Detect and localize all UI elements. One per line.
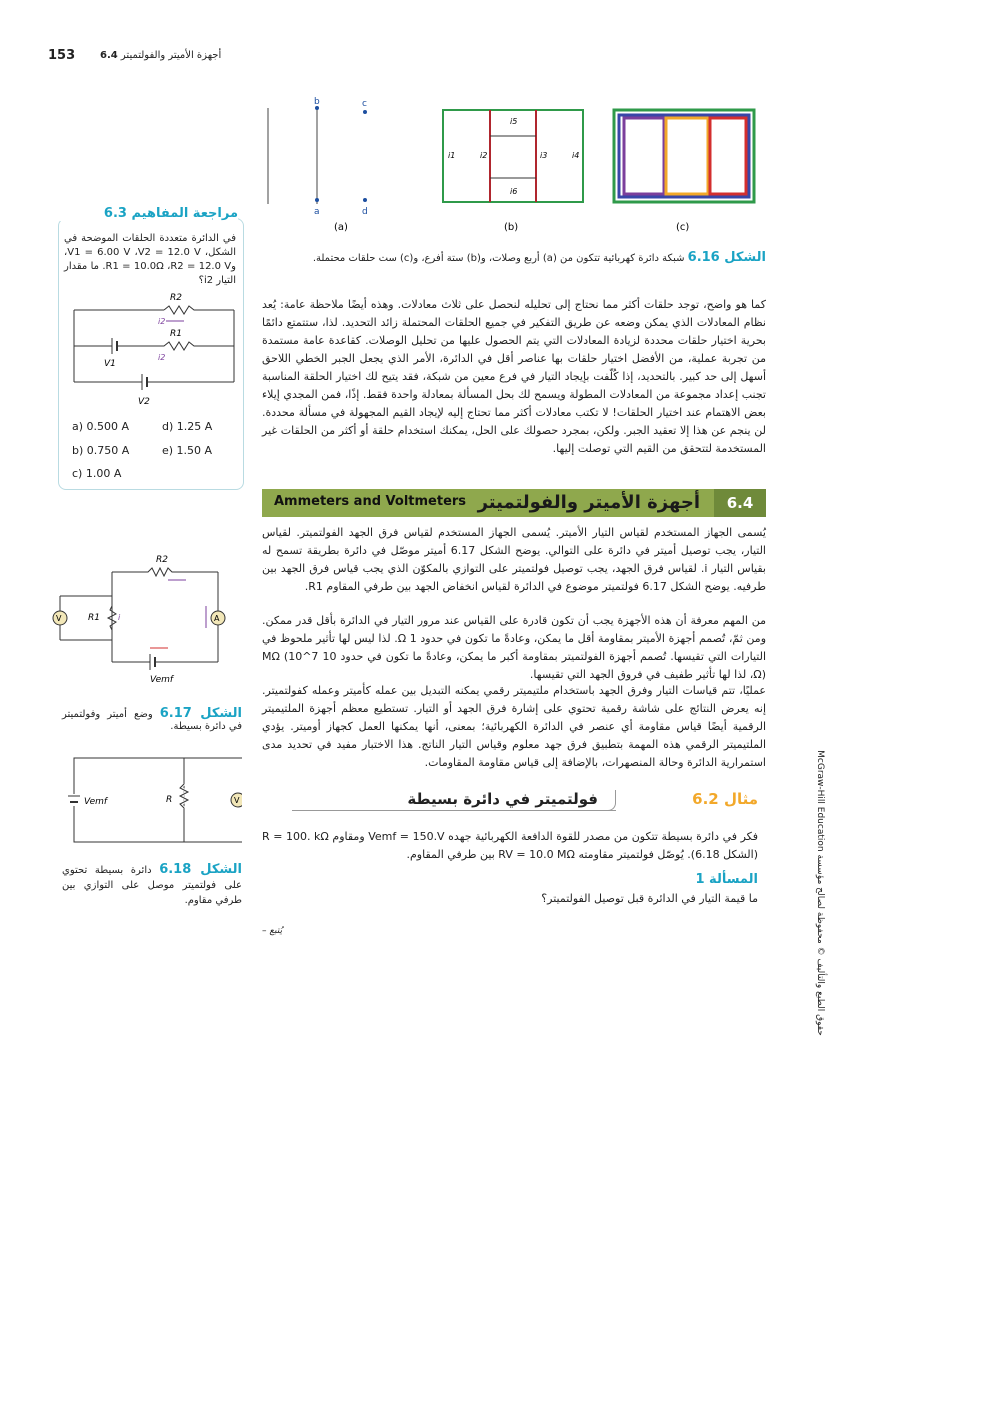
fig617-vemf-label: Vemf xyxy=(150,675,174,685)
figure-6-17-text: وضع أميتر وفولتميتر في دائرة بسيطة. xyxy=(62,709,242,732)
copyright-side-text: حقوق الطبع والتأليف © محفوظة لصالح مؤسسة McGraw-Hill Education xyxy=(815,750,825,1036)
fig617-a-label: A xyxy=(214,614,220,623)
body-paragraph-2: يُسمى الجهاز المستخدم لقياس التيار الأميتر. يُسمى الجهاز المستخدم لقياس فرق الجهد الفولتميتر. لقياس التيار، يجب توصيل أميتر في دائرة على التوالي. يوضح الشكل 6.17 أميتر موصّل في دائرة بطريقة تسمح له بقياس التيار i. لقياس فرق الجهد، يجب توصيل فولتميتر على التوازي بالمكوّن الذي يجب قياس فرق الجهد بين طرفيه. يوضح الشكل 6.17 فولتميتر موضوع في الدائرة لقياس انخفاض الجهد بين طرفي المقاوم R1. xyxy=(262,526,766,593)
label-r1: R1 xyxy=(170,329,182,339)
node-c-label: c xyxy=(362,99,367,109)
fig617-r1-label: R1 xyxy=(88,613,100,623)
fig617-v-label: V xyxy=(56,614,62,623)
i5-label: i5 xyxy=(510,117,518,126)
page-number: 153 xyxy=(48,48,76,63)
figure-6-16-caption xyxy=(262,250,766,265)
running-header xyxy=(100,50,221,61)
concept-review-title: مراجعة المفاهيم 6.3 xyxy=(60,206,238,221)
figure-6-16-label: الشكل 6.16 xyxy=(687,250,766,265)
example-rule-corner xyxy=(607,790,616,811)
label-i2-mid: i2 xyxy=(158,353,166,362)
problem-label: المسألة 1 xyxy=(695,872,758,887)
loop-c-orange xyxy=(666,118,708,194)
loop-c-red xyxy=(710,118,746,194)
node-a-dot xyxy=(315,198,319,202)
i4-label: i4 xyxy=(572,151,580,160)
body-paragraph-3: من المهم معرفة أن هذه الأجهزة يجب أن تكون قادرة على القياس عند مرور التيار في الدائرة بأقل قدر ممكن. ومن ثمّ، تُصمم أجهزة الأميتر بمقاومة أقل ما يمكن، وعادةً ما تكون في حدود 1 Ω. لذا ليس لها تأثير ملحوظ في التيارات التي تقيسها. تُصمم أجهزة الفولتميتر بمقاومة أكبر ما يمكن، وعادةً ما تكون في حدود 10 MΩ (10^7 Ω)، لذا لها تأثير طفيف في فروق الجهد التي تقيسها. xyxy=(262,614,767,681)
label-v1: V1 xyxy=(104,359,116,369)
example-rule xyxy=(292,810,616,811)
option-b: b) 0.750 A xyxy=(72,444,130,457)
node-a-label: a xyxy=(314,207,320,217)
problem-text: ما قيمة التيار في الدائرة قبل توصيل الفولتميتر؟ xyxy=(541,892,758,905)
node-d-label: d xyxy=(362,207,368,217)
example-label: مثال 6.2 xyxy=(692,790,758,808)
figure-6-16-text: شبكة دائرة كهربائية تتكون من (a) أربع وصلات، و(b) ستة أفرع، و(c) ست حلقات محتملة. xyxy=(312,253,685,264)
concept-review-circuit xyxy=(64,290,240,408)
section-6-4-header xyxy=(262,489,766,517)
figure-6-18-caption xyxy=(62,862,242,908)
example-text: فكر في دائرة بسيطة تتكون من مصدر للقوة الدافعة الكهربائية جهده Vemf = 150.V ومقاوم R = 100. kΩ (الشكل 6.18). يُوصّل فولتميتر مقاومته RV = 10.0 MΩ بين طرفي المقاوم. xyxy=(262,830,758,861)
figure-6-17-caption xyxy=(62,706,242,732)
loop-c-green xyxy=(614,110,754,202)
running-header-title: أجهزة الأميتر والفولتميتر xyxy=(120,50,222,61)
example-header xyxy=(262,790,766,814)
fig618-v-label: V xyxy=(234,796,240,805)
option-a: a) 0.500 A xyxy=(72,420,130,433)
figure-6-18-text: دائرة بسيطة تحتوي على فولتميتر موصل على التوازي بين طرفي مقاوم. xyxy=(62,865,242,906)
running-header-number: 6.4 xyxy=(100,50,118,61)
body-paragraph-4: عمليًا، تتم قياسات التيار وفرق الجهد باستخدام ملتيميتر رقمي يمكنه التبديل بين عمله كأميتر وعمله كفولتميتر. إنه يعرض النتائج على شاشة رقمية تحتوي على إشارة فرق الجهد أو التيار. تستطيع معظم أجهزة الملتيميتر الرقمية أيضًا قياس مقاومة أي عنصر في الدائرة الكهربائية؛ بمعنى، أنها يمكنها العمل كجهاز أوميتر. يؤدي الملتيميتر الرقمي هذه المهمة بتطبيق فرق جهد معلوم وقياس التيار الناتج. هذا الاختبار مفيد في تحديد مدى استمرارية الدائرة وحالة المنصهرات، بالإضافة إلى قياس مقاومة المقاومات. xyxy=(262,684,766,769)
fig618-r-label: R xyxy=(166,795,173,805)
figure-6-17 xyxy=(50,550,242,688)
node-d-dot xyxy=(363,198,367,202)
option-d: d) 1.25 A xyxy=(162,420,213,433)
option-c: c) 1.00 A xyxy=(72,467,122,480)
label-v2: V2 xyxy=(138,397,150,407)
figure-6-17-label: الشكل 6.17 xyxy=(159,706,242,721)
figure-6-16 xyxy=(262,96,766,234)
panel-c-label: (c) xyxy=(676,222,690,233)
section-english-title: Ammeters and Voltmeters xyxy=(274,494,467,509)
node-c-dot xyxy=(363,110,367,114)
fig617-r2-label: R2 xyxy=(156,555,168,565)
continued-note: – يُتبع xyxy=(262,926,283,936)
panel-b-label: (b) xyxy=(504,222,519,233)
label-r2: R2 xyxy=(170,293,182,303)
label-i2-top: i2 xyxy=(158,317,166,326)
fig617-i-label: i xyxy=(118,613,121,622)
concept-review-question: في الدائرة متعددة الحلقات الموضحة في الشكل، V1 = 6.00 V ،V2 = 12.0 V، وR1 = 10.0Ω ،R2 = 12.0 V. ما مقدار التيار i2؟ xyxy=(64,233,237,286)
section-number: 6.4 xyxy=(714,489,766,517)
example-title: فولتميتر في دائرة بسيطة xyxy=(407,790,598,808)
i6-label: i6 xyxy=(510,187,518,196)
i2-label: i2 xyxy=(480,151,488,160)
fig617-r2 xyxy=(112,568,218,576)
figure-6-18 xyxy=(62,752,242,846)
figure-6-18-label: الشكل 6.18 xyxy=(159,862,242,877)
node-b-label: b xyxy=(314,97,320,107)
option-e: e) 1.50 A xyxy=(162,444,213,457)
loop-c-blue xyxy=(619,115,749,197)
resistor-r2 xyxy=(164,306,234,314)
fig618-vemf-label: Vemf xyxy=(84,797,108,807)
i3-label: i3 xyxy=(540,151,548,160)
panel-a-label: (a) xyxy=(334,222,348,233)
body-paragraph-1: كما هو واضح، توجد حلقات أكثر مما نحتاج إلى تحليله لنحصل على ثلاث معادلات. وهذه أيضًا ملاحظة عامة: يُعد نظام المعادلات الذي يمكن وضعه عن طريق التفكير في جميع الحلقات المحتملة زائد التحديد. لذا، ستتمتع دائمًا بحرية اختيار حلقات محددة لزيادة المعادلات التي يتم الحصول عليها من تحليل الوصلات. كقاعدة عامة مستمدة من تجربة عملية، من الأفضل اختيار حلقات بها عناصر أقل في الدائرة، الأمر الذي يجعل الجبر الخطي اللاحق أسهل إلى حد كبير. بالتحديد، إذا كُلّفت بإيجاد التيار في فرع معين من شبكة، فقد يتيح لك اختيار الحلقة المناسبة تجنب إعداد مجموعة من المعادلات المطولة ويسمح لك بحل المسألة بمعادلة واحدة فقط. إذًا، فمن المجدي إيلاء بعض الاهتمام عند اختيار الحلقات! لا تكتب معادلات أكثر مما تحتاج إليه لإيجاد القيم المجهولة في مسألة محددة. لن ينجم عن هذا إلا تعقيد الجبر. ولكن، بمجرد حصولك على الحل، يمكنك استخدام حلقة أو أكثر من الحلقات غير المستخدمة لتتحقق من القيم التي توصلت إليها. xyxy=(262,298,766,455)
section-arabic-title: أجهزة الأميتر والفولتميتر xyxy=(477,492,700,513)
resistor-r1 xyxy=(117,342,234,350)
loop-c-purple xyxy=(624,118,664,194)
i1-label: i1 xyxy=(448,151,456,160)
